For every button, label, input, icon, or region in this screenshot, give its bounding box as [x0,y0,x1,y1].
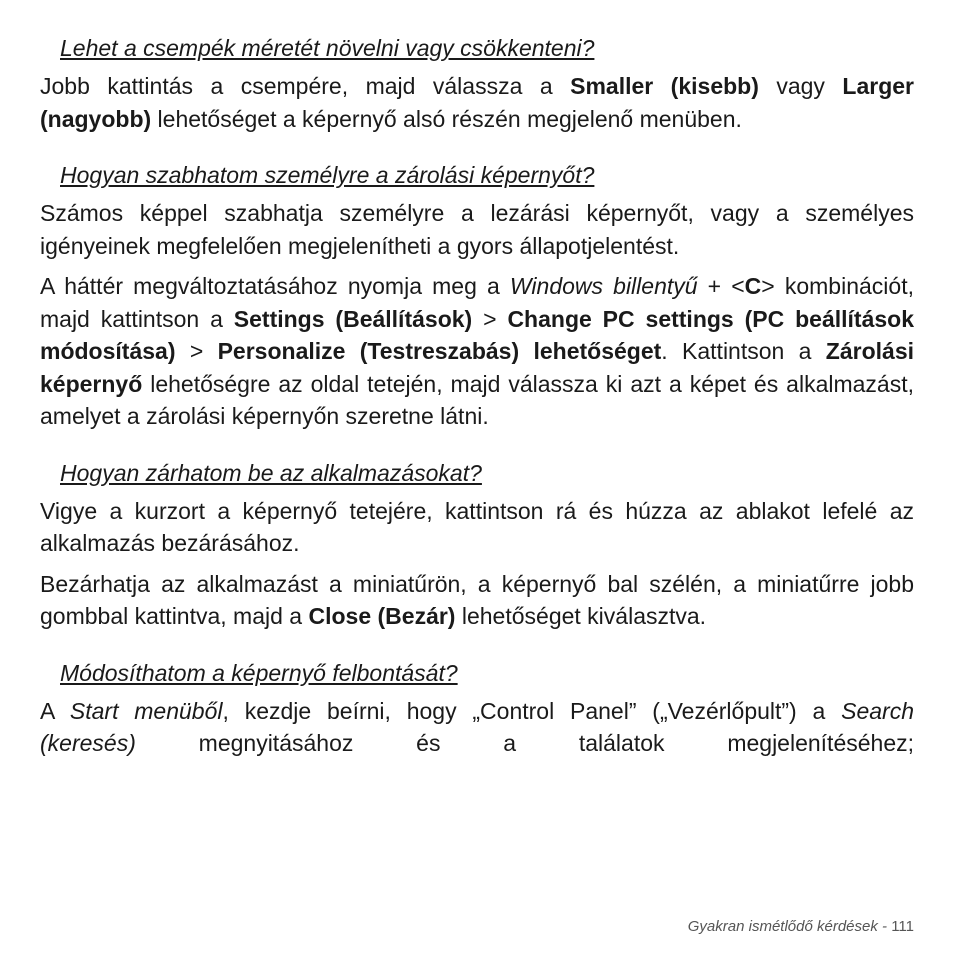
faq-answer-paragraph [40,70,914,135]
faq-answer-paragraph [40,270,914,433]
answer-text: + < [697,273,745,299]
answer-text: > kombinációt, majd kattintson a [40,273,914,332]
answer-italic-start-menu: Start menüből [69,697,223,724]
answer-text: vagy [758,73,843,99]
answer-bold-smaller: Smaller (kisebb) [570,73,759,99]
answer-text: megnyitásához és a találatok megjelenítéséhez; [135,730,914,756]
faq-answer-paragraph [40,495,914,560]
answer-text: . Kattintson a [661,338,826,364]
footer-section-title: Gyakran ismétlődő kérdések - [687,918,888,935]
faq-section-tile-size [40,34,914,135]
answer-text: A [40,697,70,724]
answer-text: lehetőséget a képernyő alsó részén megjelenő menüben. [151,105,742,132]
answer-bold-lock-screen: Zárolási képernyő [40,338,915,397]
faq-question: Módosíthatom a képernyő felbontását? [60,659,458,686]
answer-italic-search: Search (keresés) [40,697,914,756]
answer-text: > [175,338,218,364]
faq-section-resolution [40,659,914,760]
answer-bold-change-pc-settings: Change PC settings (PC beállítások módosítása) [40,305,915,364]
faq-section-close-apps [40,459,914,633]
faq-question: Lehet a csempék méretét növelni vagy csökkenteni? [60,35,595,61]
document-page [40,34,914,760]
answer-text: lehetőségre az oldal tetején, majd válassza ki azt a képet és alkalmazást, amelyet a zárolási képernyőn szeretne látni. [40,370,914,429]
answer-text: , kezdje beírni, hogy „Control Panel” („Vezérlőpult”) a [222,697,842,724]
faq-question: Hogyan szabhatom személyre a zárolási képernyőt? [60,162,595,188]
answer-text: lehetőséget kiválasztva. [455,603,707,629]
answer-bold-personalize: Personalize (Testreszabás) lehetőséget [217,338,662,364]
faq-section-lock-screen [40,161,914,433]
page-number: 111 [891,918,914,935]
answer-text: Számos képpel szabhatja személyre a lezárási képernyőt, vagy a személyes igényeinek megfelelően megjelenítheti a gyors állapotjelentést. [40,200,914,259]
answer-italic-windows-key: Windows billentyű [509,273,698,299]
faq-question: Hogyan zárhatom be az alkalmazásokat? [60,459,482,486]
answer-bold-c-key: C [744,273,762,299]
answer-bold-larger: Larger (nagyobb) [40,73,914,132]
faq-answer-paragraph [40,695,914,760]
answer-text: Vigye a kurzort a képernyő tetejére, kattintson rá és húzza az ablakot lefelé az alkalmazás bezárásához. [40,497,914,556]
answer-bold-close: Close (Bezár) [308,603,456,629]
answer-bold-settings: Settings (Beállítások) [233,305,473,332]
page-footer [688,917,914,937]
answer-text: A háttér megváltoztatásához nyomja meg a [40,273,510,299]
answer-text: Jobb kattintás a csempére, majd válassza a [40,73,571,99]
faq-answer-paragraph [40,568,914,633]
faq-answer-paragraph [40,197,914,262]
answer-text: Bezárhatja az alkalmazást a miniatűrön, a képernyő bal szélén, a miniatűrre jobb gombbal kattintva, majd a [40,570,914,629]
answer-text: > [472,305,508,332]
